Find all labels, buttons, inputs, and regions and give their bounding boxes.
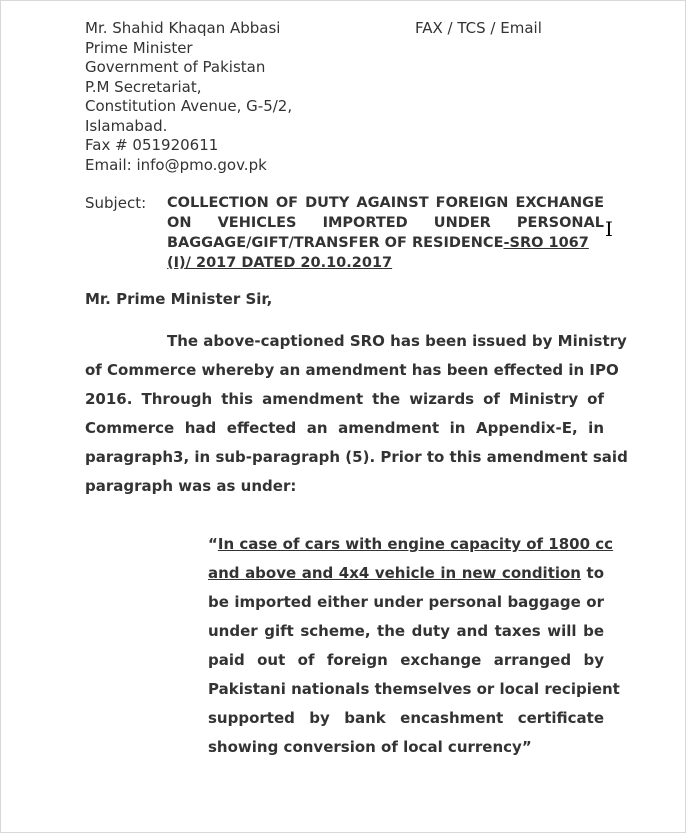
quote-line-5: paid out of foreign exchange arranged by (208, 651, 604, 669)
body-line: Commerce had effected an amendment in Appendix-E, in (85, 419, 604, 437)
subject-line-3 (167, 233, 604, 253)
subject-line-4 (167, 253, 604, 273)
recipient-address-block (85, 19, 292, 175)
subject-line-4-underlined: (I)/ 2017 DATED 20.10.2017 (167, 255, 393, 271)
subject-line-3-underlined: -SRO 1067 (503, 235, 589, 251)
subject-line-3-plain: BAGGAGE/GIFT/TRANSFER OF RESIDENCE (167, 235, 504, 251)
quote-line-2 (208, 559, 604, 588)
subject-line-1: COLLECTION OF DUTY AGAINST FOREIGN EXCHANGE (167, 195, 604, 211)
recipient-addr2: Constitution Avenue, G-5/2, (85, 97, 293, 115)
quote-line-8: showing conversion of local currency” (208, 738, 532, 756)
body-line: paragraph was as under: (85, 477, 297, 495)
subject-label: Subject: (85, 194, 147, 212)
recipient-title: Prime Minister (85, 38, 193, 57)
quote-line-1 (208, 530, 614, 559)
recipient-addr1: P.M Secretariat, (85, 77, 202, 96)
quoted-paragraph (208, 530, 620, 762)
body-line: The above-captioned SRO has been issued by Ministry (167, 332, 627, 350)
text-cursor-icon: I (605, 217, 613, 241)
salutation: Mr. Prime Minister Sir, (85, 290, 273, 308)
recipient-email: Email: info@pmo.gov.pk (85, 155, 267, 174)
recipient-city: Islamabad. (85, 116, 168, 135)
subject-text (167, 193, 604, 273)
quote-line-7: supported by bank encashment certificate (208, 709, 604, 727)
delivery-method: FAX / TCS / Email (415, 19, 542, 37)
quote-open-mark: “ (208, 535, 218, 553)
quote-line-4: under gift scheme, the duty and taxes will be (208, 622, 604, 640)
recipient-name: Mr. Shahid Khaqan Abbasi (85, 19, 281, 37)
recipient-org: Government of Pakistan (85, 58, 266, 76)
recipient-fax: Fax # 051920611 (85, 136, 219, 154)
quote-line-3: be imported either under personal baggage or (208, 593, 604, 611)
quote-line-1-underlined: In case of cars with engine capacity of 1800 cc (217, 535, 614, 553)
subject-line-2: ON VEHICLES IMPORTED UNDER PERSONAL (167, 215, 604, 231)
quote-line-2-rest: to (581, 564, 605, 582)
quote-line-6: Pakistani nationals themselves or local recipient (208, 680, 620, 698)
body-paragraph (85, 327, 628, 501)
body-line: of Commerce whereby an amendment has been effected in IPO (85, 361, 619, 379)
quote-line-2-underlined: and above and 4x4 vehicle in new condition (208, 564, 581, 582)
body-line: paragraph3, in sub-paragraph (5). Prior to this amendment said (85, 448, 628, 466)
body-line: 2016. Through this amendment the wizards of Ministry of (85, 390, 604, 408)
